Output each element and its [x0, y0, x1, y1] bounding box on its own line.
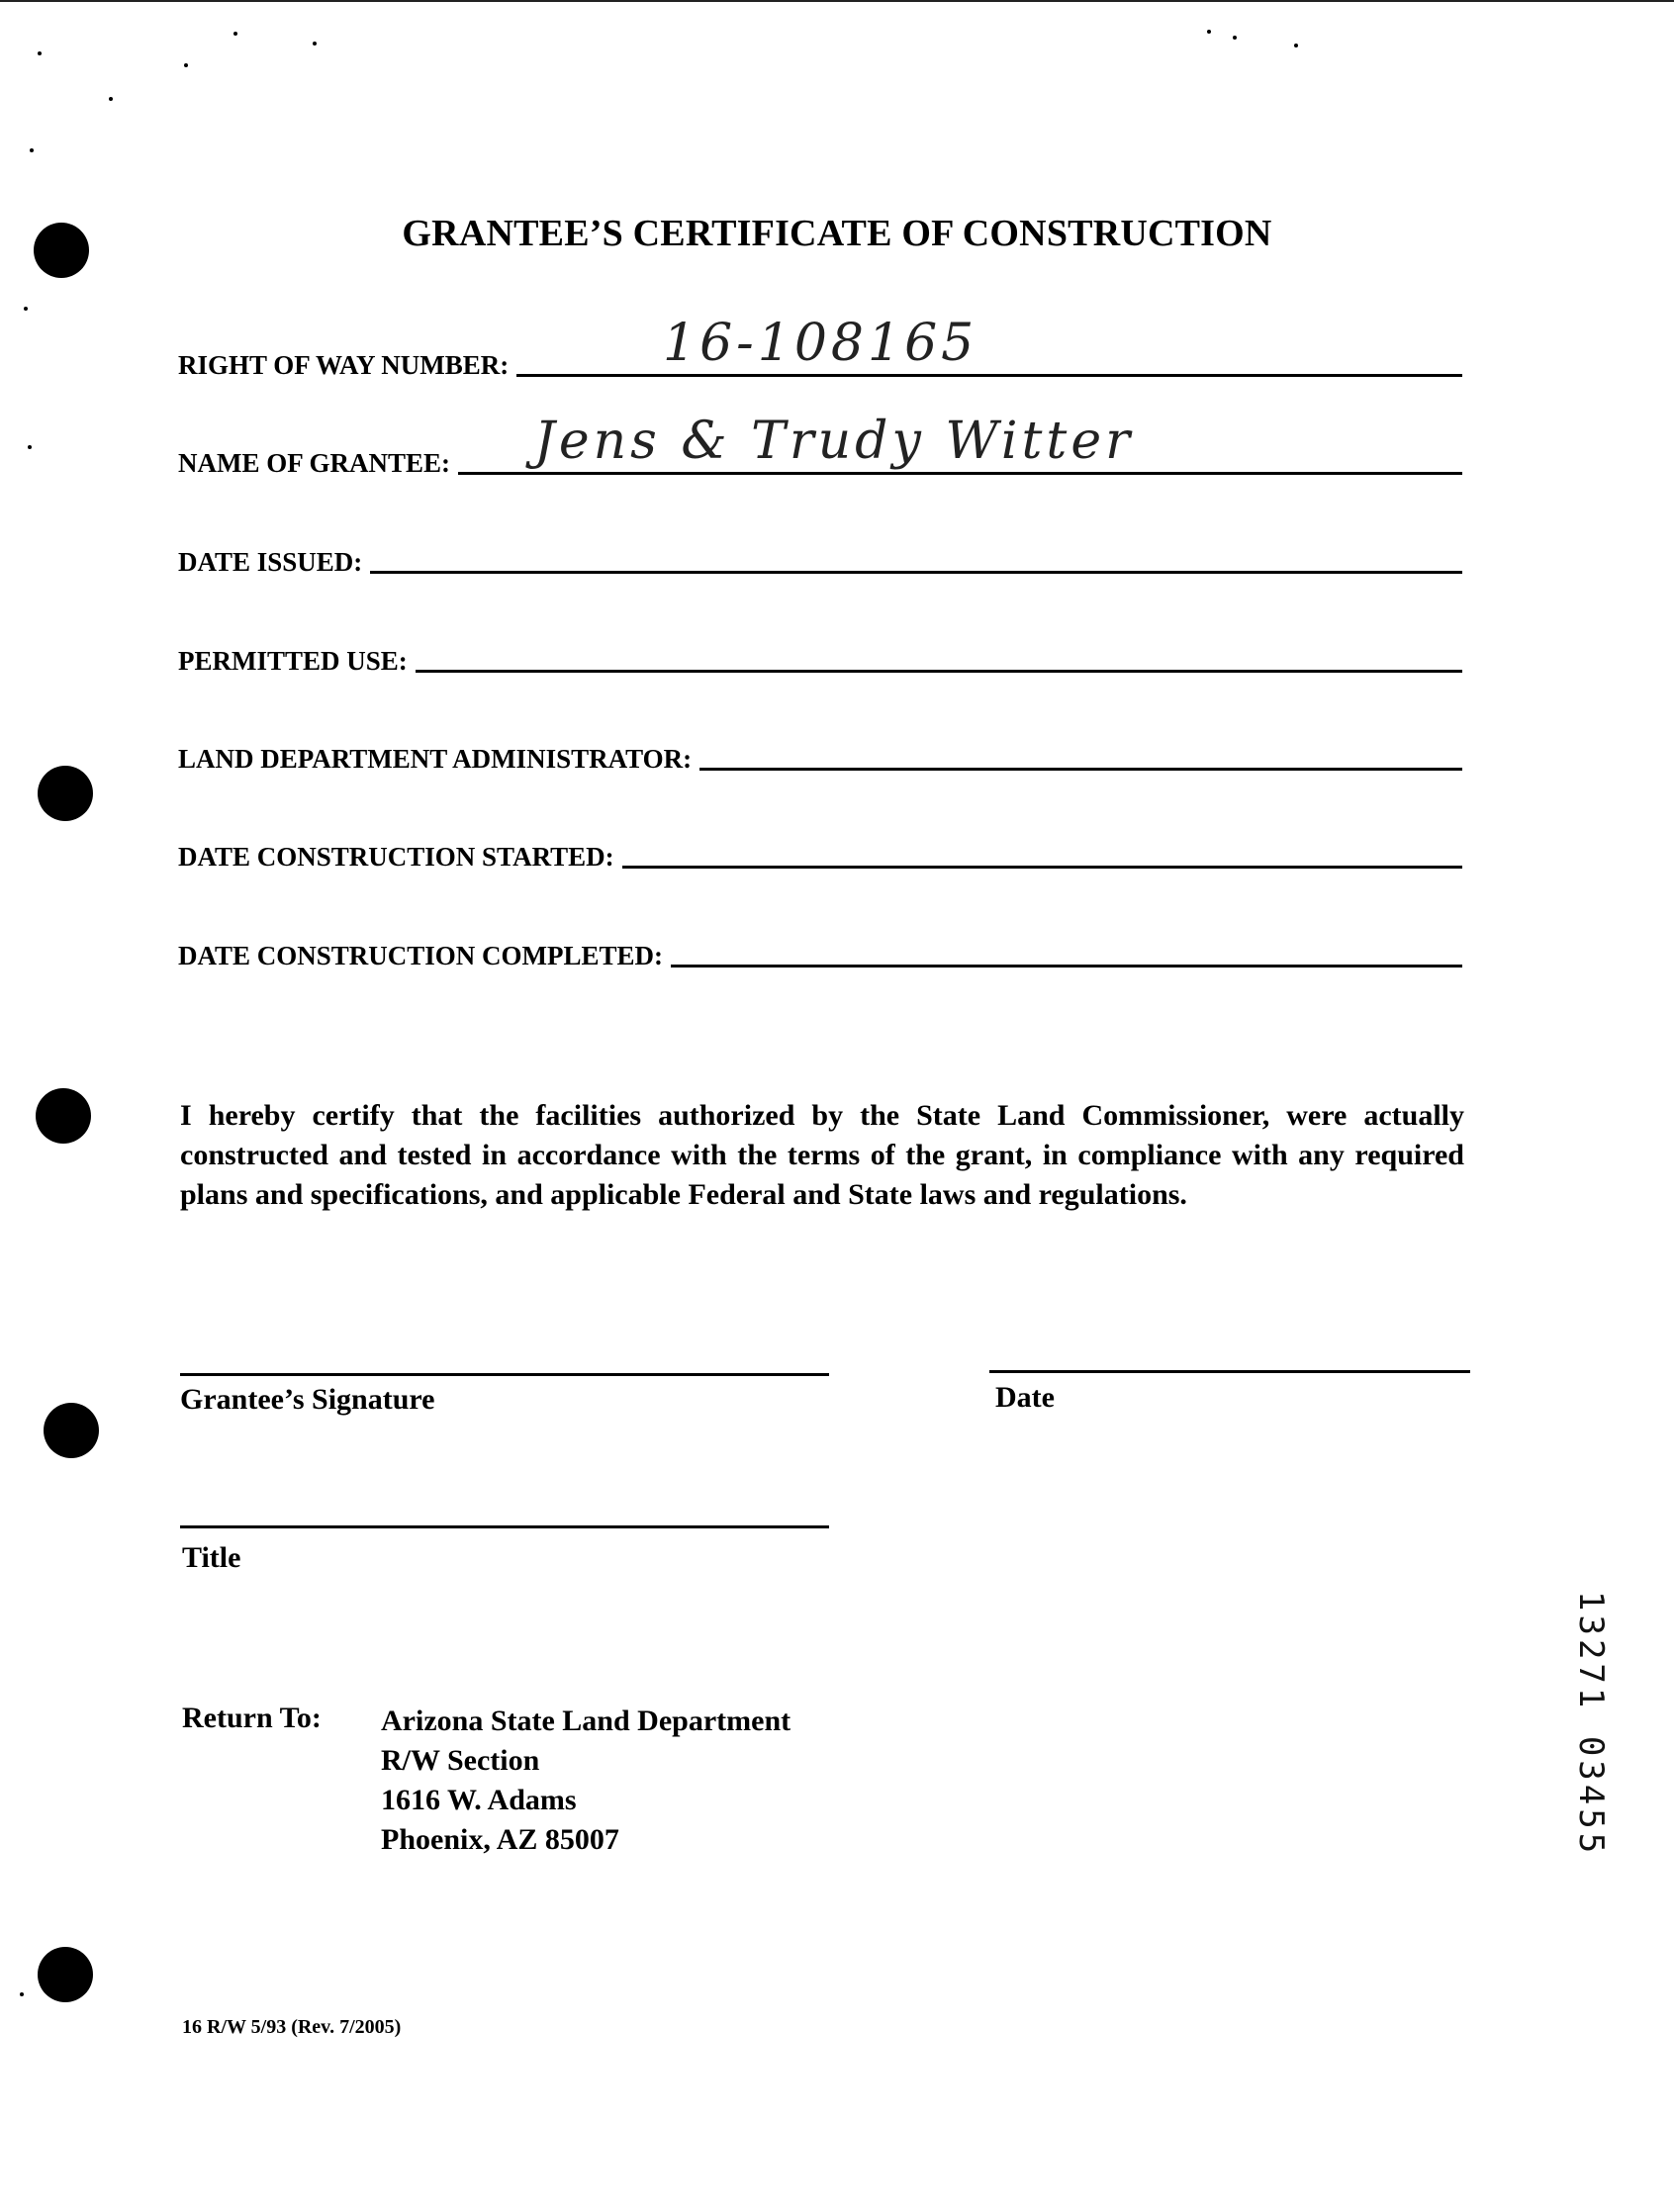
right-of-way-number-field [178, 314, 1462, 383]
field-label: RIGHT OF WAY NUMBER: [178, 350, 516, 381]
certification-statement: I hereby certify that the facilities authorized by the State Land Commissioner, were actually constructed and tested in accordance with the terms of the grant, in compliance with any required plans and specifications, and applicable Federal and State laws and regulations. [180, 1099, 1464, 1211]
handwritten-value: 16-108165 [663, 314, 978, 373]
address-line: R/W Section [381, 1744, 540, 1777]
scan-speck [24, 307, 28, 311]
address-line: Phoenix, AZ 85007 [381, 1823, 619, 1856]
signature-line [180, 1373, 829, 1376]
page-edge [0, 0, 1674, 2]
punch-hole [38, 1947, 93, 2002]
scan-speck [38, 51, 42, 55]
scan-speck [1207, 30, 1211, 34]
fill-in-line [178, 571, 1462, 574]
field-label: DATE CONSTRUCTION STARTED: [178, 842, 622, 873]
punch-hole [36, 1088, 91, 1144]
land-department-administrator-field [178, 727, 1462, 777]
document-title: GRANTEE’S CERTIFICATE OF CONSTRUCTION [402, 213, 1272, 254]
scan-speck [313, 42, 317, 46]
document-stamp-number: 13271 03455 [1571, 1591, 1611, 1858]
scan-speck [109, 97, 113, 101]
field-label: DATE CONSTRUCTION COMPLETED: [178, 941, 671, 971]
name-of-grantee-field [178, 412, 1462, 481]
field-label: NAME OF GRANTEE: [178, 448, 458, 479]
punch-hole [44, 1403, 99, 1458]
return-to-label: Return To: [182, 1702, 322, 1734]
punch-hole [38, 766, 93, 821]
field-label: DATE ISSUED: [178, 547, 370, 578]
scan-speck [1294, 44, 1298, 47]
address-line: 1616 W. Adams [381, 1784, 577, 1816]
date-construction-started-field [178, 825, 1462, 875]
date-issued-field [178, 530, 1462, 580]
scan-speck [233, 32, 237, 36]
permitted-use-field [178, 629, 1462, 679]
scan-speck [28, 445, 32, 449]
scan-speck [184, 63, 188, 67]
title-label: Title [182, 1541, 241, 1574]
date-line [989, 1370, 1470, 1373]
scan-speck [20, 1992, 24, 1996]
date-construction-completed-field [178, 924, 1462, 973]
scan-speck [1233, 36, 1237, 40]
field-label: LAND DEPARTMENT ADMINISTRATOR: [178, 744, 699, 775]
date-label: Date [995, 1381, 1055, 1414]
return-address [381, 1702, 790, 1860]
signature-label: Grantee’s Signature [180, 1383, 435, 1416]
title-line [180, 1525, 829, 1528]
handwritten-value: Jens & Trudy Witter [534, 412, 1134, 471]
field-label: PERMITTED USE: [178, 646, 416, 677]
form-number: 16 R/W 5/93 (Rev. 7/2005) [182, 2016, 402, 2038]
scan-speck [30, 148, 34, 152]
address-line: Arizona State Land Department [381, 1705, 791, 1737]
